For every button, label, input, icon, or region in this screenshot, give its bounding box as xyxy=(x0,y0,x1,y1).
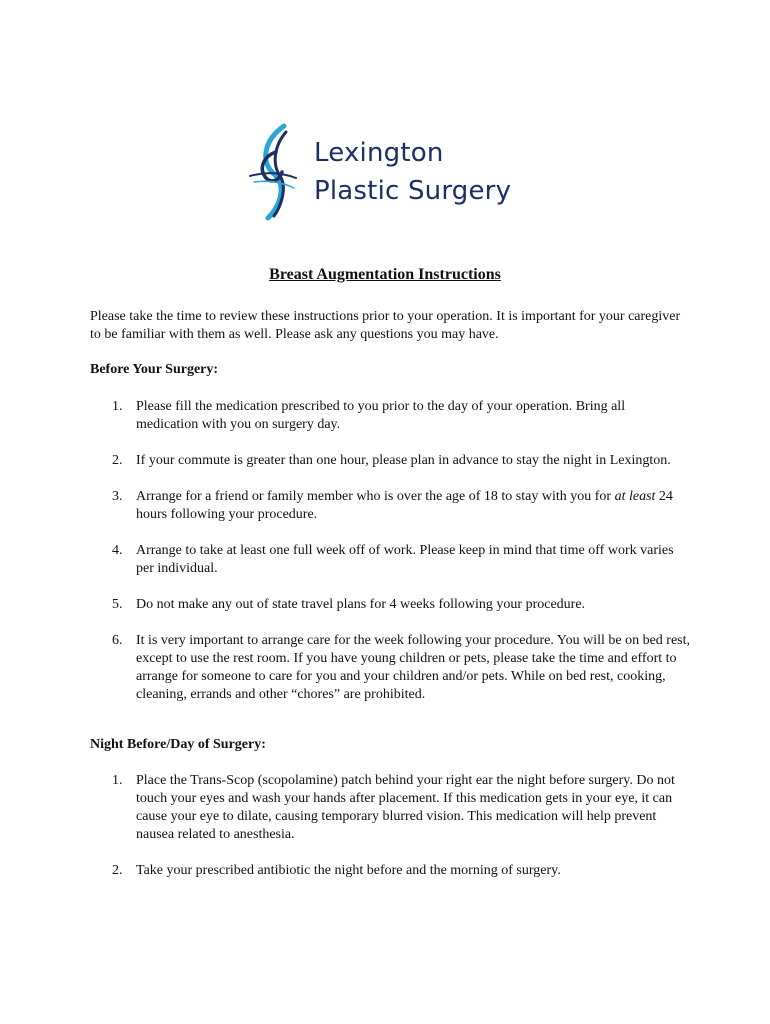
before-surgery-heading: Before Your Surgery: xyxy=(90,362,219,377)
item-number: 3. xyxy=(112,489,123,504)
list-item xyxy=(90,452,690,470)
item-text: Please fill the medication prescribed to you prior to the day of your operation. Bring all medication with you on surgery day. xyxy=(136,399,626,432)
list-item xyxy=(90,542,690,578)
logo-line-2: Plastic Surgery xyxy=(314,176,512,206)
item-text-emphasis: at least xyxy=(614,489,656,504)
item-number: 2. xyxy=(112,453,123,468)
list-item xyxy=(90,488,690,524)
item-number: 5. xyxy=(112,597,123,612)
item-text: Arrange to take at least one full week off of work. Please keep in mind that time off work varies per individual. xyxy=(136,543,674,576)
logo-line-1: Lexington xyxy=(314,138,444,168)
item-number: 2. xyxy=(112,863,123,878)
item-text-post: 24 hours following your procedure. xyxy=(136,489,673,522)
item-number: 1. xyxy=(112,399,123,414)
document-title: Breast Augmentation Instructions xyxy=(269,266,501,283)
item-text: Take your prescribed antibiotic the night before and the morning of surgery. xyxy=(136,863,561,878)
list-item xyxy=(90,596,690,614)
list-item xyxy=(90,772,690,844)
item-text: Place the Trans-Scop (scopolamine) patch behind your right ear the night before surgery. Do not touch your eyes and wash your hands after placement. If this medication gets in your eye, it can cause your eye to dilate, causing temporary blurred vision. This medication will help prevent nausea related to anesthesia. xyxy=(136,773,675,842)
item-text-pre: Arrange for a friend or family member who is over the age of 18 to stay with you for xyxy=(136,489,615,504)
item-text: It is very important to arrange care for the week following your procedure. You will be on bed rest, except to use the rest room. If you have young children or pets, please take the time and effort to arrange for someone to care for you and your children and/or pets. While on bed rest, cooking, cleaning, errands and other “chores” are prohibited. xyxy=(136,633,691,702)
item-text: If your commute is greater than one hour, please plan in advance to stay the night in Lexington. xyxy=(136,453,671,468)
practice-logo xyxy=(246,122,516,222)
list-item xyxy=(90,398,690,434)
night-before-heading: Night Before/Day of Surgery: xyxy=(90,737,266,752)
item-text: Do not make any out of state travel plans for 4 weeks following your procedure. xyxy=(136,597,586,612)
logo-wordmark xyxy=(314,134,511,210)
before-surgery-list xyxy=(90,398,690,722)
item-number: 1. xyxy=(112,773,123,788)
list-item xyxy=(90,862,690,880)
item-number: 4. xyxy=(112,543,123,558)
item-number: 6. xyxy=(112,633,123,648)
night-before-list xyxy=(90,772,690,898)
list-item xyxy=(90,632,690,704)
intro-paragraph: Please take the time to review these instructions prior to your operation. It is important for your caregiver to be familiar with them as well. Please ask any questions you may have. xyxy=(90,309,681,342)
logo-swirl-icon xyxy=(246,122,306,222)
